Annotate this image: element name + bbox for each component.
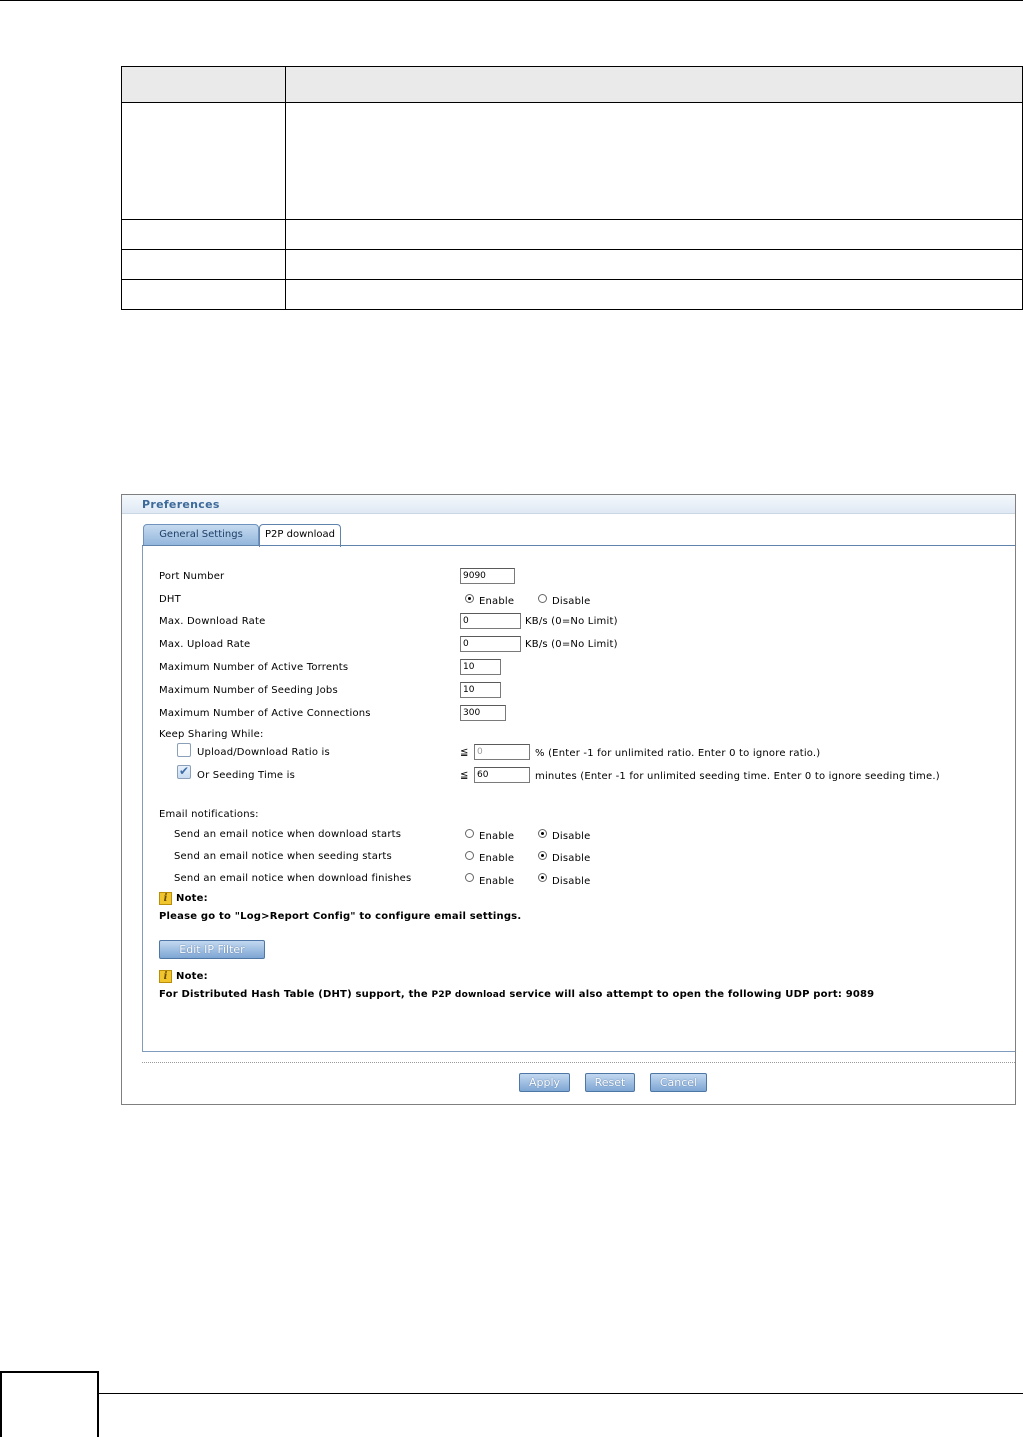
header-rule: [0, 0, 1023, 1]
note-dht-text-rest: service will also attempt to open the following UDP port: 9089: [509, 989, 875, 1000]
table-row: [122, 103, 1023, 220]
email-disable-label: Disable: [552, 876, 591, 887]
max-active-torrents-label: Maximum Number of Active Torrents: [159, 662, 349, 673]
apply-button[interactable]: Apply: [519, 1073, 570, 1092]
info-icon: i: [159, 970, 172, 983]
reset-button[interactable]: Reset: [585, 1073, 635, 1092]
port-number-label: Port Number: [159, 571, 225, 582]
table-cell: [286, 280, 1023, 310]
note-dht-text: [159, 989, 874, 1000]
seeding-time-checkbox[interactable]: [177, 765, 191, 779]
max-seeding-jobs-input[interactable]: [460, 682, 501, 698]
table-row: [122, 280, 1023, 310]
ratio-checkbox[interactable]: [177, 743, 191, 757]
seeding-time-input[interactable]: [474, 767, 530, 783]
max-download-rate-label: Max. Download Rate: [159, 616, 266, 627]
note-email-settings-text: Please go to "Log>Report Config" to configure email settings.: [159, 911, 522, 922]
dht-enable-radio[interactable]: [465, 594, 474, 603]
panel-title: Preferences: [142, 498, 220, 511]
email-seeding-starts-enable-radio[interactable]: [465, 851, 474, 860]
max-download-rate-hint: KB/s (0=No Limit): [525, 616, 618, 627]
seeding-time-leq-symbol: ≦: [460, 770, 469, 781]
table-cell: [122, 103, 286, 220]
max-upload-rate-input[interactable]: [460, 636, 521, 652]
note-dht-text-part: For Distributed Hash Table (DHT) support, the: [159, 989, 428, 1000]
dht-label: DHT: [159, 594, 181, 605]
table-cell: [122, 280, 286, 310]
ratio-leq-symbol: ≦: [460, 747, 469, 758]
max-active-connections-input[interactable]: [460, 705, 506, 721]
footer-divider: [142, 1062, 1015, 1063]
email-enable-label: Enable: [479, 853, 515, 864]
note-dht-service-name: P2P download: [431, 990, 506, 1000]
panel-title-bar: [122, 495, 1015, 514]
preferences-panel: [121, 494, 1016, 1105]
p2p-settings-content: [142, 546, 1015, 1052]
email-download-starts-label: Send an email notice when download starts: [174, 829, 402, 840]
ratio-input[interactable]: [474, 744, 530, 760]
table-row: [122, 250, 1023, 280]
max-download-rate-input[interactable]: [460, 613, 521, 629]
email-download-starts-enable-radio[interactable]: [465, 829, 474, 838]
tab-general-settings[interactable]: General Settings: [143, 524, 259, 546]
edit-ip-filter-button[interactable]: Edit IP Filter: [159, 940, 265, 959]
email-disable-label: Disable: [552, 831, 591, 842]
port-number-input[interactable]: [460, 568, 515, 584]
email-disable-label: Disable: [552, 853, 591, 864]
max-active-connections-label: Maximum Number of Active Connections: [159, 708, 371, 719]
keep-sharing-label: Keep Sharing While:: [159, 729, 264, 740]
ratio-label: Upload/Download Ratio is: [197, 747, 330, 758]
table-cell: [286, 250, 1023, 280]
email-download-finishes-disable-radio[interactable]: [538, 873, 547, 882]
ratio-hint: % (Enter -1 for unlimited ratio. Enter 0 to ignore ratio.): [535, 748, 821, 759]
email-enable-label: Enable: [479, 831, 515, 842]
dht-enable-label: Enable: [479, 596, 515, 607]
info-icon: i: [159, 892, 172, 905]
email-enable-label: Enable: [479, 876, 515, 887]
max-seeding-jobs-label: Maximum Number of Seeding Jobs: [159, 685, 338, 696]
email-download-finishes-label: Send an email notice when download finishes: [174, 873, 412, 884]
max-upload-rate-label: Max. Upload Rate: [159, 639, 251, 650]
table-cell: [122, 220, 286, 250]
dht-disable-radio[interactable]: [538, 594, 547, 603]
table-cell: [122, 250, 286, 280]
email-download-finishes-enable-radio[interactable]: [465, 873, 474, 882]
max-upload-rate-hint: KB/s (0=No Limit): [525, 639, 618, 650]
note-title: Note:: [176, 893, 208, 904]
table-header-cell: [286, 67, 1023, 103]
email-download-starts-disable-radio[interactable]: [538, 829, 547, 838]
seeding-time-hint: minutes (Enter -1 for unlimited seeding time. Enter 0 to ignore seeding time.): [535, 771, 940, 782]
description-table: [121, 66, 1023, 310]
table-row: [122, 220, 1023, 250]
table-cell: [286, 103, 1023, 220]
max-active-torrents-input[interactable]: [460, 659, 501, 675]
seeding-time-label: Or Seeding Time is: [197, 770, 296, 781]
email-seeding-starts-disable-radio[interactable]: [538, 851, 547, 860]
table-cell: [286, 220, 1023, 250]
tab-p2p-download[interactable]: P2P download: [259, 524, 341, 547]
note-title: Note:: [176, 971, 208, 982]
email-notifications-label: Email notifications:: [159, 809, 259, 820]
dht-disable-label: Disable: [552, 596, 591, 607]
email-seeding-starts-label: Send an email notice when seeding starts: [174, 851, 392, 862]
table-header-cell: [122, 67, 286, 103]
table-header-row: [122, 67, 1023, 103]
page-number-box: [0, 1371, 99, 1437]
cancel-button[interactable]: Cancel: [650, 1073, 707, 1092]
footer-rule: [99, 1393, 1023, 1394]
